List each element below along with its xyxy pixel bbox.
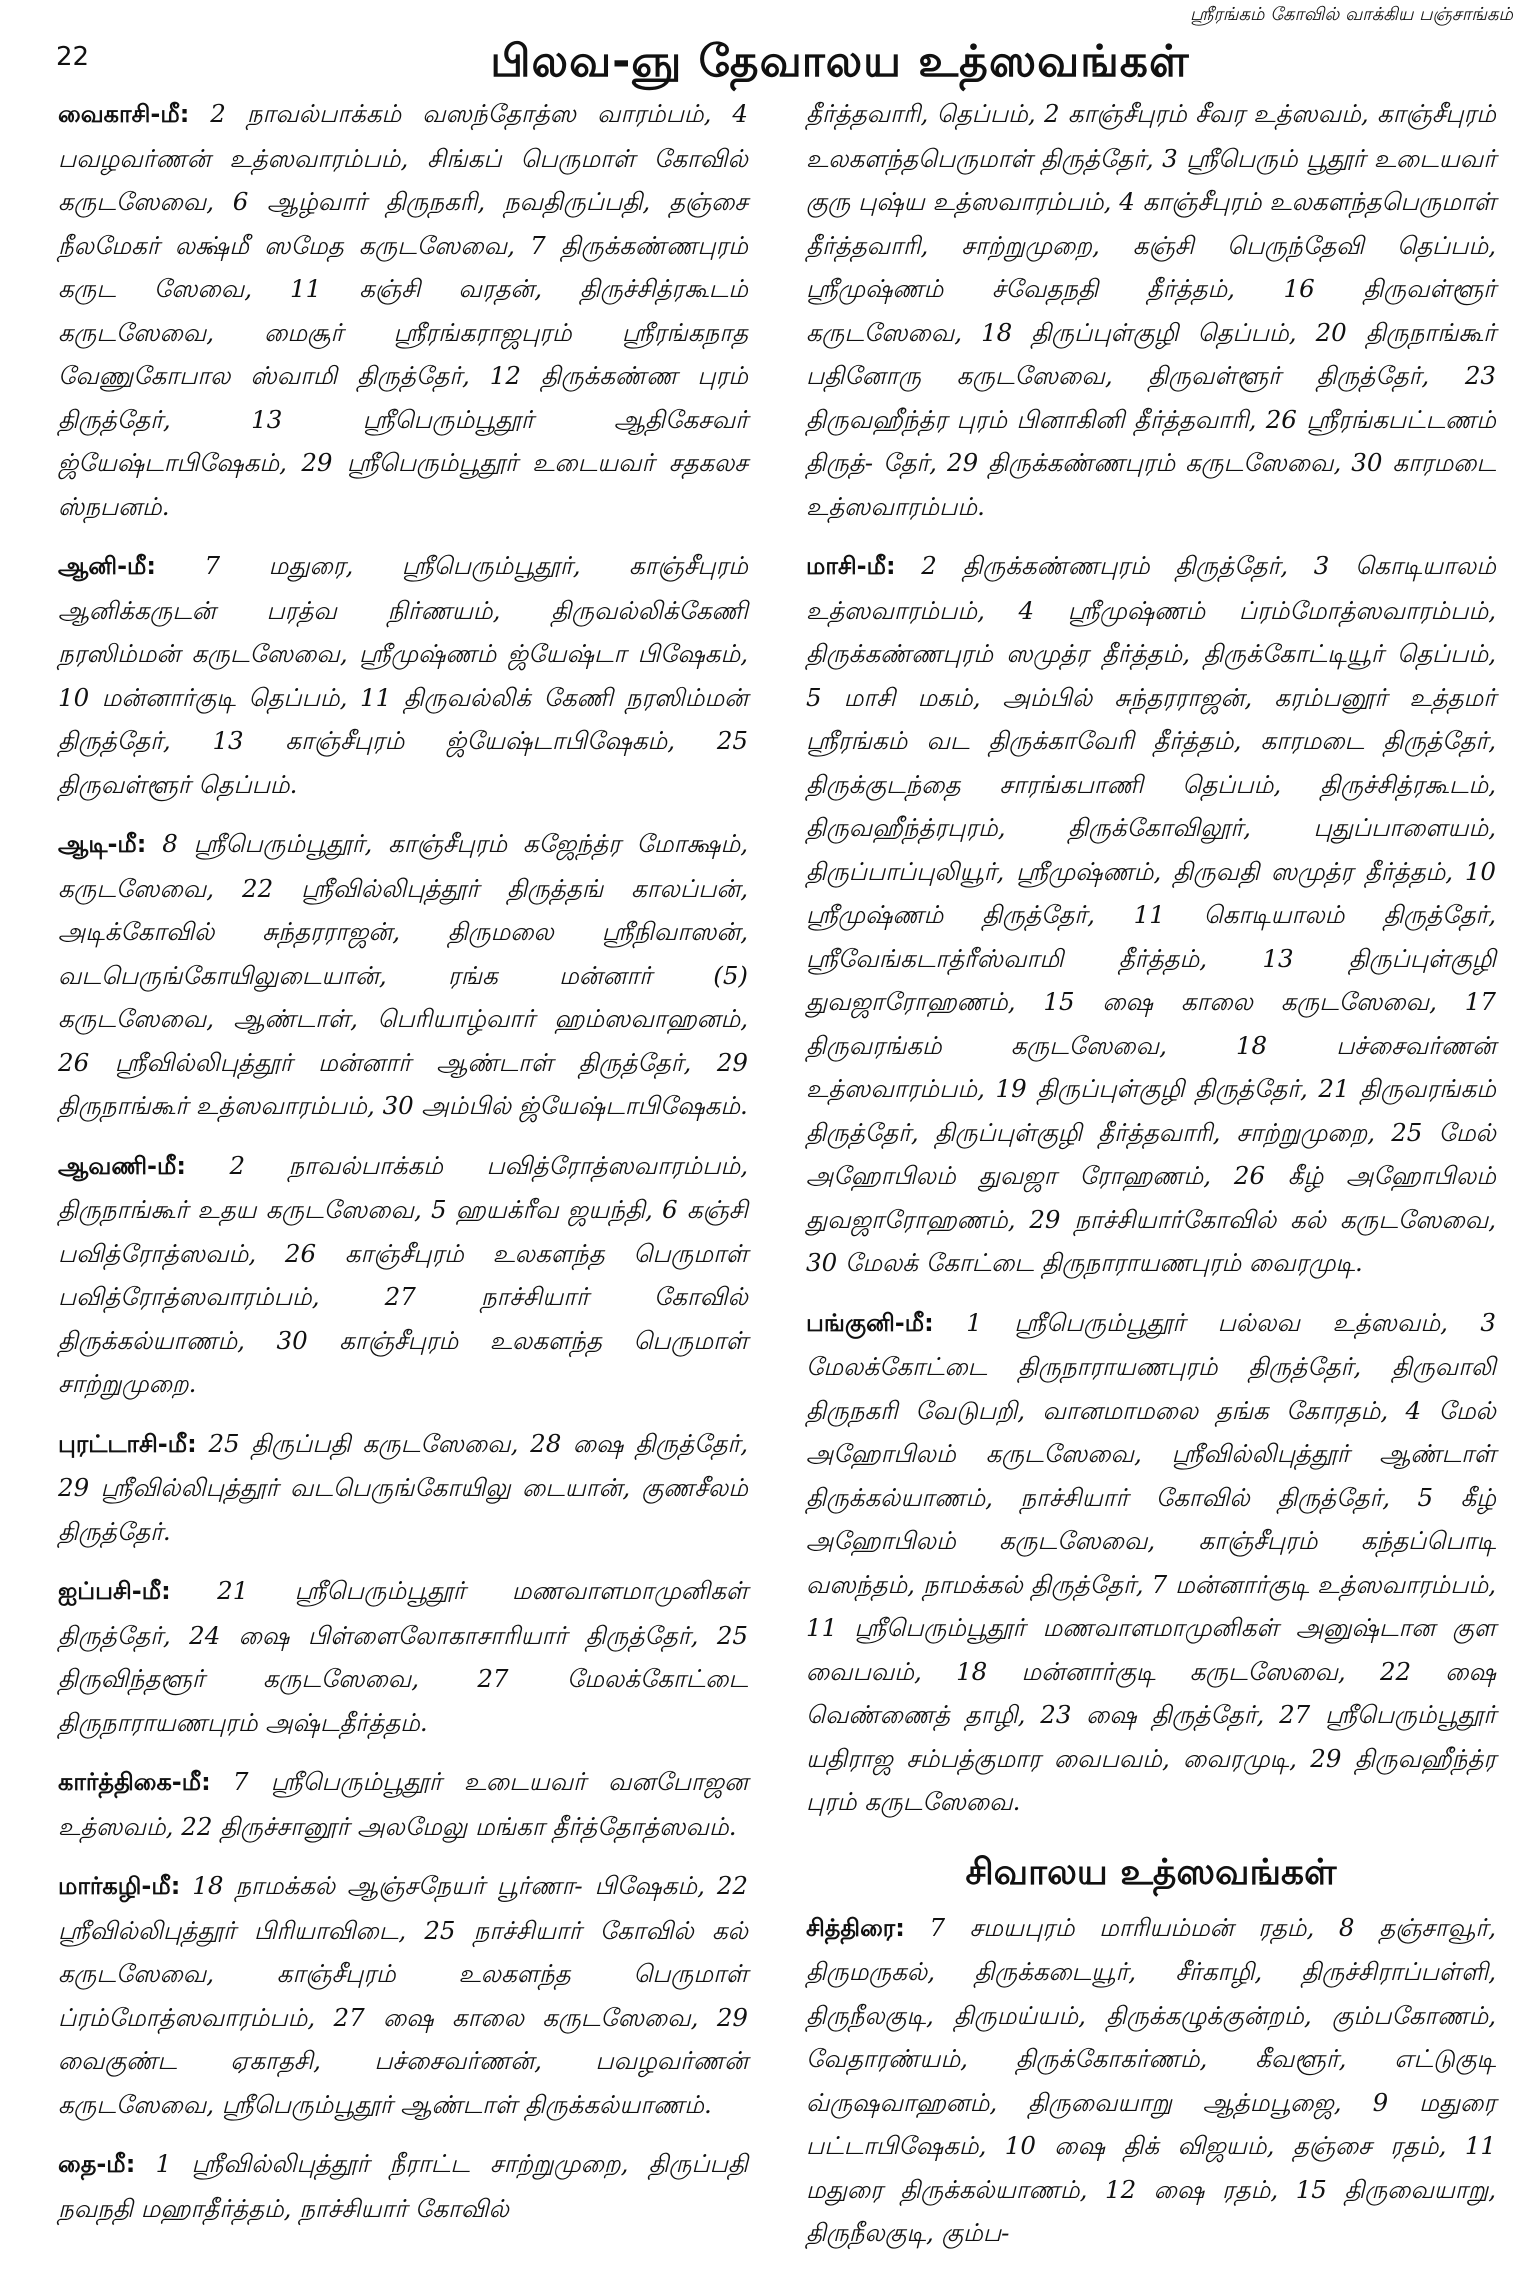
- festival-entry-chithirai: [806, 1906, 1496, 2255]
- entry-text: தீர்த்தவாரி, தெப்பம், 2 காஞ்சீபுரம் சீவர உத்ஸவம், காஞ்சீபுரம் உலகளந்தபெருமாள் திருத்தேர், 3 ஸ்ரீபெரும் பூதூர் உடையவர் குரு புஷ்ய உத்ஸவாரம்பம், 4 காஞ்சீபுரம் உலகளந்தபெருமாள் தீர்த்தவாரி, சாற்றுமுறை, கஞ்சி பெருந்தேவி தெப்பம், ஸ்ரீமுஷ்ணம் ச்வேதநதி தீர்த்தம், 16 திருவள்ளூர் கருடஸேவை, 18 திருப்புள்குழி தெப்பம், 20 திருநாங்கூர் பதினோரு கருடஸேவை, திருவள்ளூர் திருத்தேர், 23 திருவஹீந்த்ர புரம் பினாகினி தீர்த்தவாரி, 26 ஸ்ரீரங்கபட்டணம் திருத்- தேர், 29 திருக்கண்ணபுரம் கருடஸேவை, 30 காரமடை உத்ஸவாரம்பம்.: [806, 99, 1496, 521]
- running-header: ஸ்ரீரங்கம் கோவில் வாக்கிய பஞ்சாங்கம்: [1190, 4, 1513, 25]
- entry-text: 7 ஸ்ரீபெரும்பூதூர் உடையவர் வனபோஜன உத்ஸவம், 22 திருச்சானூர் அலமேலு மங்கா தீர்த்தோத்ஸவம்.: [58, 1767, 748, 1841]
- entry-text: 2 நாவல்பாக்கம் வஸந்தோத்ஸ வாரம்பம், 4 பவழவர்ணன் உத்ஸவாரம்பம், சிங்கப் பெருமாள் கோவில் கருடஸேவை, 6 ஆழ்வார் திருநகரி, நவதிருப்பதி, தஞ்சை நீலமேகர் லக்ஷ்மீ ஸமேத கருடஸேவை, 7 திருக்கண்ணபுரம் கருட ஸேவை, 11 கஞ்சி வரதன், திருச்சித்ரகூடம் கருடஸேவை, மைசூர் ஸ்ரீரங்கராஜபுரம் ஸ்ரீரங்கநாத வேணுகோபால ஸ்வாமி திருத்தேர், 12 திருக்கண்ண புரம் திருத்தேர், 13 ஸ்ரீபெரும்பூதூர் ஆதிகேசவர் ஜ்யேஷ்டாபிஷேகம், 29 ஸ்ரீபெரும்பூதூர் உடையவர் சதகலச ஸ்நபனம்.: [58, 99, 748, 521]
- month-label: தை-மீ:: [58, 2150, 136, 2178]
- month-label: வைகாசி-மீ:: [58, 100, 190, 128]
- festival-entry-thai-continued: [806, 92, 1496, 528]
- month-label: மார்கழி-மீ:: [58, 1872, 181, 1900]
- left-column: [58, 92, 748, 2246]
- festival-entry-maasi: [806, 544, 1496, 1285]
- festival-entry-thai: [58, 2142, 748, 2230]
- festival-entry-aadi: [58, 822, 748, 1128]
- entry-text: 25 திருப்பதி கருடஸேவை, 28 ஷை திருத்தேர், 29 ஸ்ரீவில்லிபுத்தூர் வடபெருங்கோயிலு டையான், குணசீலம் திருத்தேர்.: [58, 1428, 748, 1546]
- page-title: பிலவ-ஞு தேவாலய உத்ஸவங்கள்: [490, 36, 1190, 87]
- festival-entry-margazhi: [58, 1864, 748, 2126]
- month-label: ஆனி-மீ:: [58, 552, 157, 580]
- festival-entry-panguni: [806, 1301, 1496, 1824]
- festival-entry-aippasi: [58, 1569, 748, 1744]
- page-number: 22: [56, 42, 90, 72]
- entry-text: 1 ஸ்ரீபெரும்பூதூர் பல்லவ உத்ஸவம், 3 மேலக்கோட்டை திருநாராயணபுரம் திருத்தேர், திருவாலி திருநகரி வேடுபறி, வானமாமலை தங்க கோரதம், 4 மேல் அஹோபிலம் கருடஸேவை, ஸ்ரீவில்லிபுத்தூர் ஆண்டாள் திருக்கல்யாணம், நாச்சியார் கோவில் திருத்தேர், 5 கீழ் அஹோபிலம் கருடஸேவை, காஞ்சீபுரம் கந்தப்பொடி வஸந்தம், நாமக்கல் திருத்தேர், 7 மன்னார்குடி உத்ஸவாரம்பம், 11 ஸ்ரீபெரும்பூதூர் மணவாளமாமுனிகள் அனுஷ்டான குள வைபவம், 18 மன்னார்குடி கருடஸேவை, 22 ஷை வெண்ணைத் தாழி, 23 ஷை திருத்தேர், 27 ஸ்ரீபெரும்பூதூர் யதிராஜ சம்பத்குமார வைபவம், வைரமுடி, 29 திருவஹீந்த்ர புரம் கருடஸேவை.: [806, 1307, 1496, 1816]
- month-label: மாசி-மீ:: [806, 552, 896, 580]
- entry-text: 7 சமயபுரம் மாரியம்மன் ரதம், 8 தஞ்சாவூர், திருமருகல், திருக்கடையூர், சீர்காழி, திருச்சிராப்பள்ளி, திருநீலகுடி, திருமய்யம், திருக்கழுக்குன்றம், கும்பகோணம், வேதாரண்யம், திருக்கோகர்ணம், கீவளூர், எட்டுகுடி வ்ருஷவாஹனம், திருவையாறு ஆத்மபூஜை, 9 மதுரை பட்டாபிஷேகம், 10 ஷை திக் விஜயம், தஞ்சை ரதம், 11 மதுரை திருக்கல்யாணம், 12 ஷை ரதம், 15 திருவையாறு, திருநீலகுடி, கும்ப-: [806, 1912, 1496, 2247]
- month-label: ஆவணி-மீ:: [58, 1151, 186, 1180]
- festival-entry-aani: [58, 544, 748, 806]
- entry-text: 2 நாவல்பாக்கம் பவித்ரோத்ஸவாரம்பம், திருநாங்கூர் உதய கருடஸேவை, 5 ஹயக்ரீவ ஜயந்தி, 6 கஞ்சி பவித்ரோத்ஸவம், 26 காஞ்சீபுரம் உலகளந்த பெருமாள் பவித்ரோத்ஸவாரம்பம், 27 நாச்சியார் கோவில் திருக்கல்யாணம், 30 காஞ்சீபுரம் உலகளந்த பெருமாள் சாற்றுமுறை.: [58, 1150, 748, 1398]
- festival-entry-purattasi: [58, 1422, 748, 1554]
- festival-entry-aavani: [58, 1144, 748, 1406]
- month-label: ஆடி-மீ:: [58, 830, 147, 858]
- entry-text: 2 திருக்கண்ணபுரம் திருத்தேர், 3 கொடியாலம் உத்ஸவாரம்பம், 4 ஸ்ரீமுஷ்ணம் ப்ரம்மோத்ஸவாரம்பம், திருக்கண்ணபுரம் ஸமுத்ர தீர்த்தம், திருக்கோட்டியூர் தெப்பம், 5 மாசி மகம், அம்பில் சுந்தரராஜன், கரம்பனூர் உத்தமர் ஸ்ரீரங்கம் வட திருக்காவேரி தீர்த்தம், காரமடை திருத்தேர், திருக்குடந்தை சாரங்கபாணி தெப்பம், திருச்சித்ரகூடம், திருவஹீந்த்ரபுரம், திருக்கோவிலூர், புதுப்பாளையம், திருப்பாப்புலியூர், ஸ்ரீமுஷ்ணம், திருவதி ஸமுத்ர தீர்த்தம், 10 ஸ்ரீமுஷ்ணம் திருத்தேர், 11 கொடியாலம் திருத்தேர், ஸ்ரீவேங்கடாத்ரீஸ்வாமி தீர்த்தம், 13 திருப்புள்குழி துவஜாரோஹணம், 15 ஷை காலை கருடஸேவை, 17 திருவரங்கம் கருடஸேவை, 18 பச்சைவர்ணன் உத்ஸவாரம்பம், 19 திருப்புள்குழி திருத்தேர், 21 திருவரங்கம் திருத்தேர், திருப்புள்குழி தீர்த்தவாரி, சாற்றுமுறை, 25 மேல் அஹோபிலம் துவஜா ரோஹணம், 26 கீழ் அஹோபிலம் துவஜாரோஹணம், 29 நாச்சியார்கோவில் கல் கருடஸேவை, 30 மேலக் கோட்டை திருநாராயணபுரம் வைரமுடி.: [806, 551, 1496, 1277]
- entry-text: 18 நாமக்கல் ஆஞ்சநேயர் பூர்ணா- பிஷேகம், 22 ஸ்ரீவில்லிபுத்தூர் பிரியாவிடை, 25 நாச்சியார் கோவில் கல் கருடஸேவை, காஞ்சீபுரம் உலகளந்த பெருமாள் ப்ரம்மோத்ஸவாரம்பம், 27 ஷை காலை கருடஸேவை, 29 வைகுண்ட ஏகாதசி, பச்சைவர்ணன், பவழவர்ணன் கருடஸேவை, ஸ்ரீபெரும்பூதூர் ஆண்டாள் திருக்கல்யாணம்.: [58, 1871, 748, 2119]
- festival-entry-vaikasi: [58, 92, 748, 528]
- month-label: கார்த்திகை-மீ:: [58, 1768, 211, 1796]
- festival-entry-karthigai: [58, 1760, 748, 1848]
- month-label: புரட்டாசி-மீ:: [58, 1429, 197, 1458]
- entry-text: 1 ஸ்ரீவில்லிபுத்தூர் நீராட்ட சாற்றுமுறை, திருப்பதி நவநதி மஹாதீர்த்தம், நாச்சியார் கோவில்: [58, 2149, 748, 2223]
- month-label: சித்திரை:: [806, 1913, 905, 1942]
- entry-text: 8 ஸ்ரீபெரும்பூதூர், காஞ்சீபுரம் கஜேந்த்ர மோக்ஷம், கருடஸேவை, 22 ஸ்ரீவில்லிபுத்தூர் திருத்தங் காலப்பன், அடிக்கோவில் சுந்தரராஜன், திருமலை ஸ்ரீநிவாஸன், வடபெருங்கோயிலுடையான், ரங்க மன்னார் (5) கருடஸேவை, ஆண்டாள், பெரியாழ்வார் ஹம்ஸவாஹனம், 26 ஸ்ரீவில்லிபுத்தூர் மன்னார் ஆண்டாள் திருத்தேர், 29 திருநாங்கூர் உத்ஸவாரம்பம், 30 அம்பில் ஜ்யேஷ்டாபிஷேகம்.: [58, 829, 748, 1120]
- entry-text: 21 ஸ்ரீபெரும்பூதூர் மணவாளமாமுனிகள் திருத்தேர், 24 ஷை பிள்ளைலோகாசாரியார் திருத்தேர், 25 திருவிந்தளூர் கருடஸேவை, 27 மேலக்கோட்டை திருநாராயணபுரம் அஷ்டதீர்த்தம்.: [58, 1576, 748, 1737]
- month-label: ஐப்பசி-மீ:: [58, 1577, 171, 1605]
- entry-text: 7 மதுரை, ஸ்ரீபெரும்பூதூர், காஞ்சீபுரம் ஆனிக்கருடன் பரத்வ நிர்ணயம், திருவல்லிக்கேணி நரஸிம்மன் கருடஸேவை, ஸ்ரீமுஷ்ணம் ஜ்யேஷ்டா பிஷேகம், 10 மன்னார்குடி தெப்பம், 11 திருவல்லிக் கேணி நரஸிம்மன் திருத்தேர், 13 காஞ்சீபுரம் ஜ்யேஷ்டாபிஷேகம், 25 திருவள்ளூர் தெப்பம்.: [58, 551, 748, 799]
- shiva-section-title: சிவாலய உத்ஸவங்கள்: [965, 1851, 1337, 1893]
- month-label: பங்குனி-மீ:: [806, 1308, 934, 1337]
- right-column: [806, 92, 1496, 2271]
